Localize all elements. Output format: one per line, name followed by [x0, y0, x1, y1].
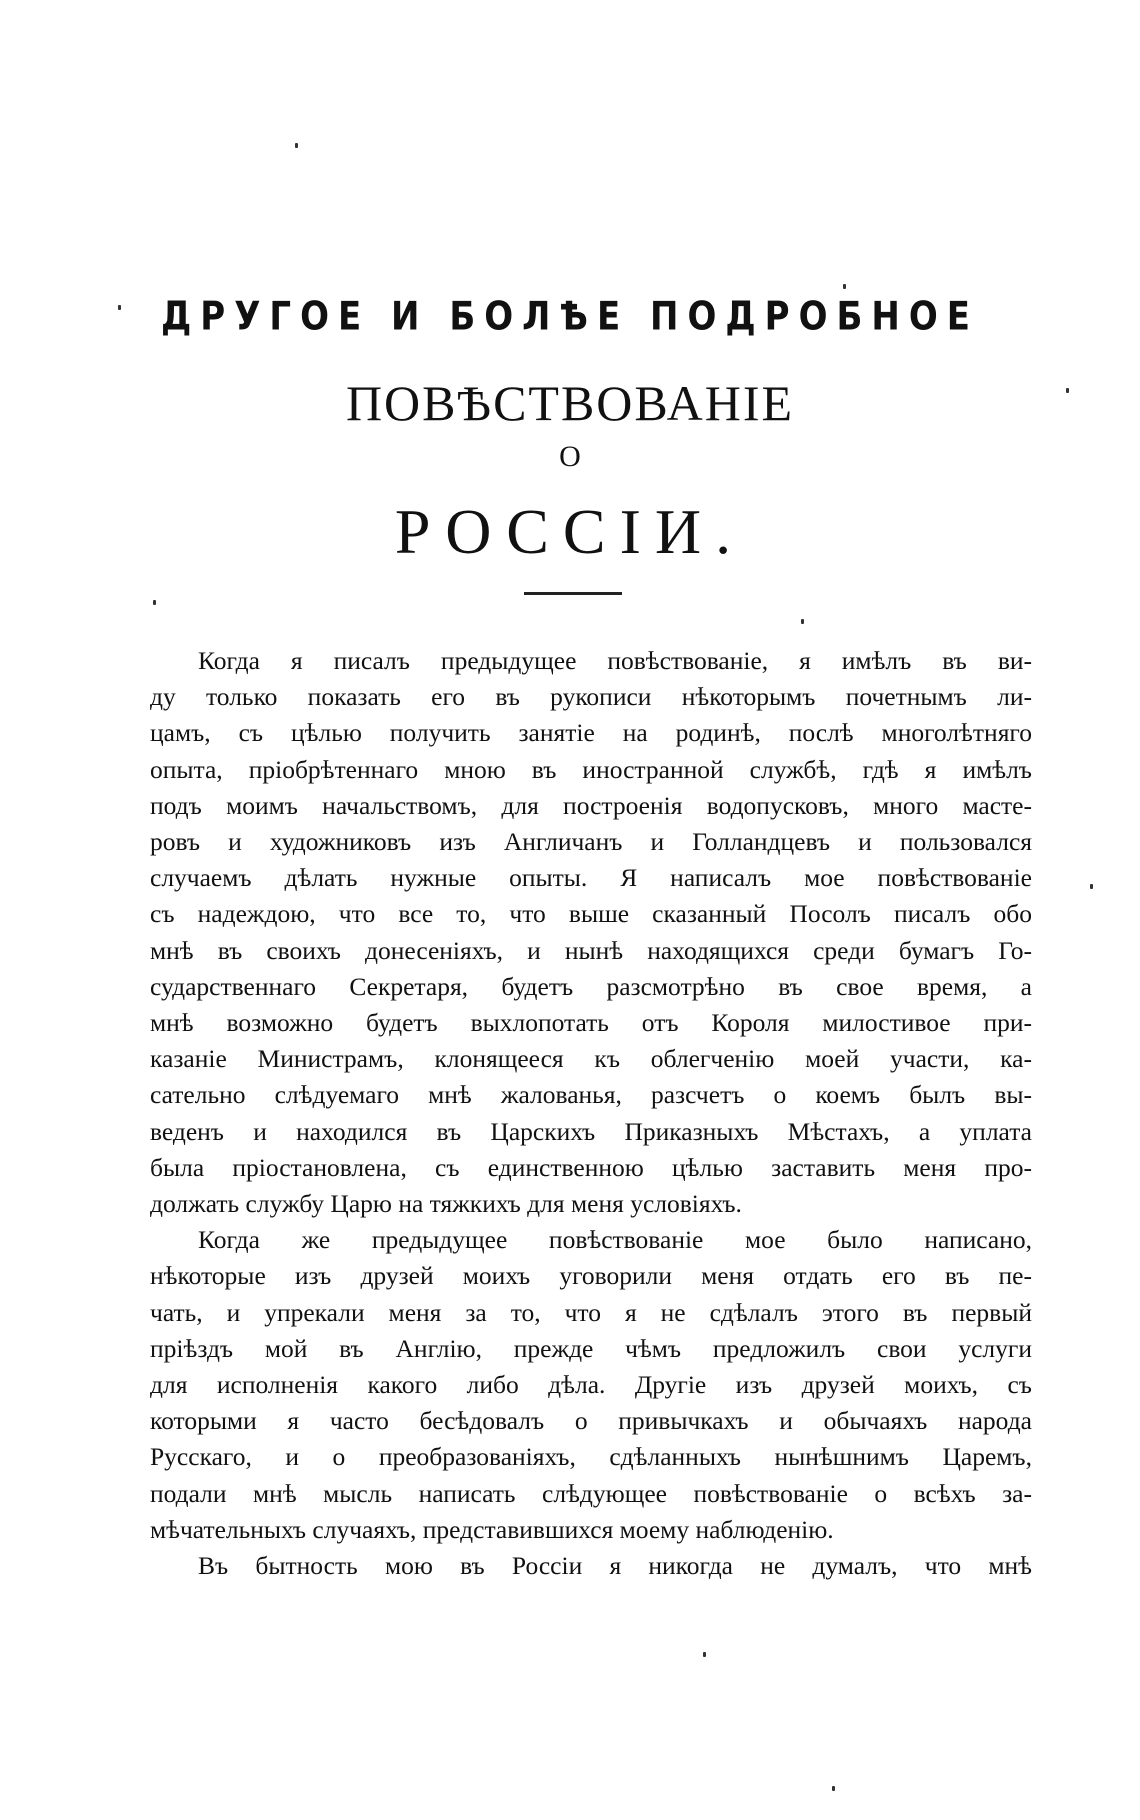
text-line: Въ бытность мою въ Россіи я никогда не думалъ, что мнѣ — [198, 1551, 1032, 1581]
text-line: Русскаго, и о преобразованіяхъ, сдѣланныхъ нынѣшнимъ Царемъ, — [150, 1442, 1032, 1472]
scan-speck — [1066, 388, 1069, 393]
paragraph-2 — [150, 1222, 1032, 1548]
text-line: для исполненія какого либо дѣла. Другіе изъ друзей моихъ, съ — [150, 1370, 1032, 1400]
text-line: которыми я часто бесѣдовалъ о привычкахъ и обычаяхъ народа — [150, 1406, 1032, 1436]
text-line: веденъ и находился въ Царскихъ Приказныхъ Мѣстахъ, а уплата — [150, 1116, 1032, 1146]
text-line: цамъ, съ цѣлью получить занятіе на родинѣ, послѣ многолѣтняго — [150, 718, 1032, 748]
heading-line-1: ДРУГОЕ И БОЛѢЕ ПОДРОБНОЕ — [161, 294, 979, 340]
text-line: была пріостановлена, съ единственною цѣлью заставить меня про- — [150, 1152, 1032, 1182]
text-line: ровъ и художниковъ изъ Англичанъ и Голландцевъ и пользовался — [150, 827, 1032, 857]
scan-speck — [832, 1786, 835, 1791]
text-line: подали мнѣ мысль написать слѣдующее повѣствованіе о всѣхъ за- — [150, 1478, 1032, 1508]
text-line: Когда же предыдущее повѣствованіе мое было написано, — [198, 1225, 1032, 1255]
heading-line-2: ПОВѢСТВОВАНІЕ — [345, 375, 795, 431]
scan-speck — [703, 1652, 706, 1657]
text-line: казаніе Министрамъ, клонящееся къ облегченію моей участи, ка- — [150, 1044, 1032, 1074]
text-line: опыта, пріобрѣтеннаго мною въ иностранной службѣ, гдѣ я имѣлъ — [150, 754, 1032, 784]
paragraph-3 — [150, 1548, 1032, 1584]
scan-speck — [1090, 884, 1093, 889]
text-line: Когда я писалъ предыдущее повѣствованіе, я имѣлъ въ ви- — [198, 646, 1032, 675]
section-divider — [524, 592, 622, 595]
text-line: случаемъ дѣлать нужные опыты. Я написалъ мое повѣствованіе — [150, 863, 1032, 893]
text-line: должать службу Царю на тяжкихъ для меня условіяхъ. — [150, 1189, 742, 1219]
text-line: пріѣздъ мой въ Англію, прежде чѣмъ предложилъ свои услуги — [150, 1333, 1032, 1363]
text-line: ду только показать его въ рукописи нѣкоторымъ почетнымъ ли- — [150, 682, 1032, 712]
scan-speck — [153, 600, 156, 605]
heading-line-3: О — [559, 440, 581, 473]
heading-line-4: РОССІИ. — [394, 496, 746, 567]
scan-speck — [801, 619, 804, 624]
text-line: мѣчательныхъ случаяхъ, представившихся моему наблюденію. — [150, 1514, 834, 1544]
text-line: мнѣ въ своихъ донесеніяхъ, и нынѣ находящихся среди бумагъ Го- — [150, 935, 1032, 965]
body-text — [150, 643, 1032, 1584]
scan-speck — [295, 143, 298, 148]
text-line: чать, и упрекали меня за то, что я не сдѣлалъ этого въ первый — [150, 1297, 1032, 1327]
scan-speck — [843, 284, 846, 289]
text-line: сательно слѣдуемаго мнѣ жалованья, разсчетъ о коемъ былъ вы- — [150, 1080, 1032, 1110]
text-line: съ надеждою, что все то, что выше сказанный Посолъ писалъ обо — [150, 899, 1032, 929]
text-line: нѣкоторые изъ друзей моихъ уговорили меня отдать его въ пе- — [150, 1261, 1032, 1291]
paragraph-1 — [150, 643, 1032, 1222]
text-line: мнѣ возможно будетъ выхлопотать отъ Короля милостивое при- — [150, 1008, 1032, 1038]
text-line: подъ моимъ начальствомъ, для построенія водопусковъ, много мастe- — [150, 790, 1032, 820]
scan-speck — [118, 305, 121, 310]
text-line: сударственнаго Секретаря, будетъ разсмотрѣно въ свое время, а — [150, 971, 1032, 1001]
